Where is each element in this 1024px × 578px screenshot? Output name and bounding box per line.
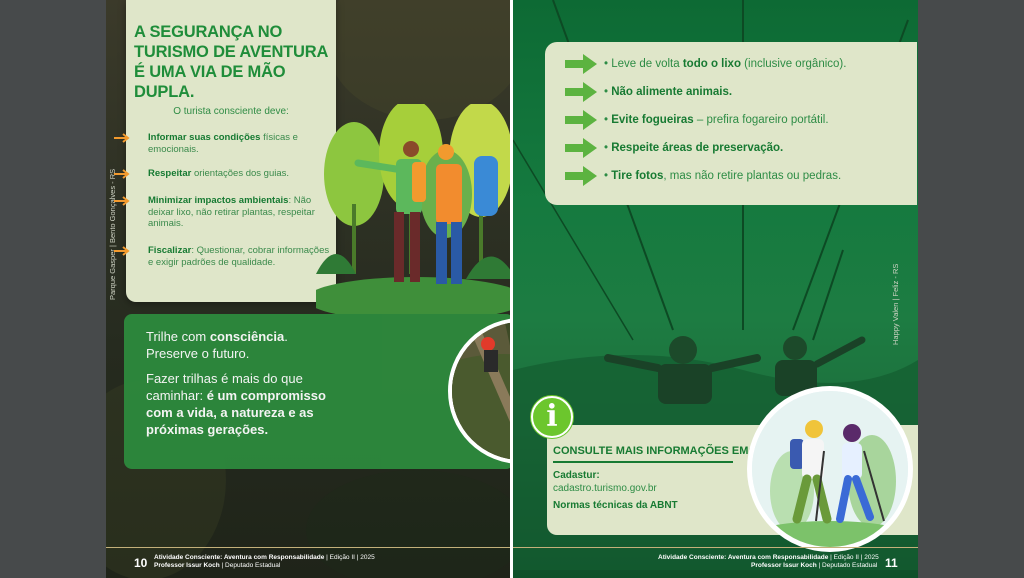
orange-arrow-icon [114, 246, 132, 256]
abnt-link: Normas técnicas da ABNT [553, 500, 678, 511]
info-icon: i [530, 395, 574, 439]
page-headline: A SEGURANÇA NO TURISMO DE AVENTURA É UMA VIA DE MÃO DUPLA. [134, 23, 328, 101]
footer-line2: Professor Issur Koch | Deputado Estadual [154, 562, 281, 569]
tip-item: Minimizar impactos ambientais: Não deixar lixo, não retirar plantas, respeitar animais. [148, 195, 315, 229]
cadastur-label: Cadastur: [553, 470, 600, 481]
footer-line1: Atividade Consciente: Aventura com Responsabilidade | Edição II | 2025 [658, 554, 879, 561]
left-page [106, 0, 511, 578]
info-divider [553, 461, 733, 463]
cadastur-link[interactable]: cadastro.turismo.gov.br [553, 483, 657, 494]
footer-line1: Atividade Consciente: Aventura com Responsabilidade | Edição II | 2025 [154, 554, 375, 561]
right-page [513, 0, 918, 578]
info-title: CONSULTE MAIS INFORMAÇÕES EM: [553, 445, 753, 457]
page-number: 10 [134, 556, 148, 570]
hikers-illustration [316, 104, 511, 314]
hikers-walking-illustration [747, 386, 913, 552]
orange-arrow-icon [114, 133, 132, 143]
green-arrow-icon [565, 110, 597, 130]
orange-arrow-icon [114, 196, 132, 206]
tip-item: Informar suas condições físicas e emocionais. [148, 132, 298, 155]
green-arrow-icon [565, 82, 597, 102]
green-arrow-icon [565, 54, 597, 74]
footer-right [513, 547, 918, 578]
tip-item: Respeitar orientações dos guias. [148, 168, 290, 179]
photo-credit-left: Parque Gasper | Bento Gonçalves - RS [108, 168, 117, 300]
trail-body: Fazer trilhas é mais do que caminhar: é um compromisso com a vida, a natureza e as próximas gerações. [146, 371, 326, 437]
tips-card: • Leve de volta todo o lixo (inclusive orgânico). • Não alimente animais. • Evite fogueiras – prefira fogareiro portátil. • Respeite áreas de preservação. • Tire fotos, mas não retire plantas ou pedras. [545, 42, 917, 205]
footer-line2: Professor Issur Koch | Deputado Estadual [751, 562, 878, 569]
photo-credit-right: Happy Valen | Feliz - RS [891, 263, 900, 345]
page-number: 11 [885, 556, 898, 570]
green-arrow-icon [565, 166, 597, 186]
green-arrow-icon [565, 138, 597, 158]
safety-card [126, 0, 336, 302]
footer-left [106, 547, 511, 578]
trail-headline: Trilhe com consciência. Preserve o futuro. [146, 329, 288, 361]
tip-item: Fiscalizar: Questionar, cobrar informações e exigir padrões de qualidade. [148, 245, 330, 268]
foliage-texture [326, 0, 511, 120]
orange-arrow-icon [114, 169, 132, 179]
intro-text: O turista consciente deve: [173, 106, 289, 117]
